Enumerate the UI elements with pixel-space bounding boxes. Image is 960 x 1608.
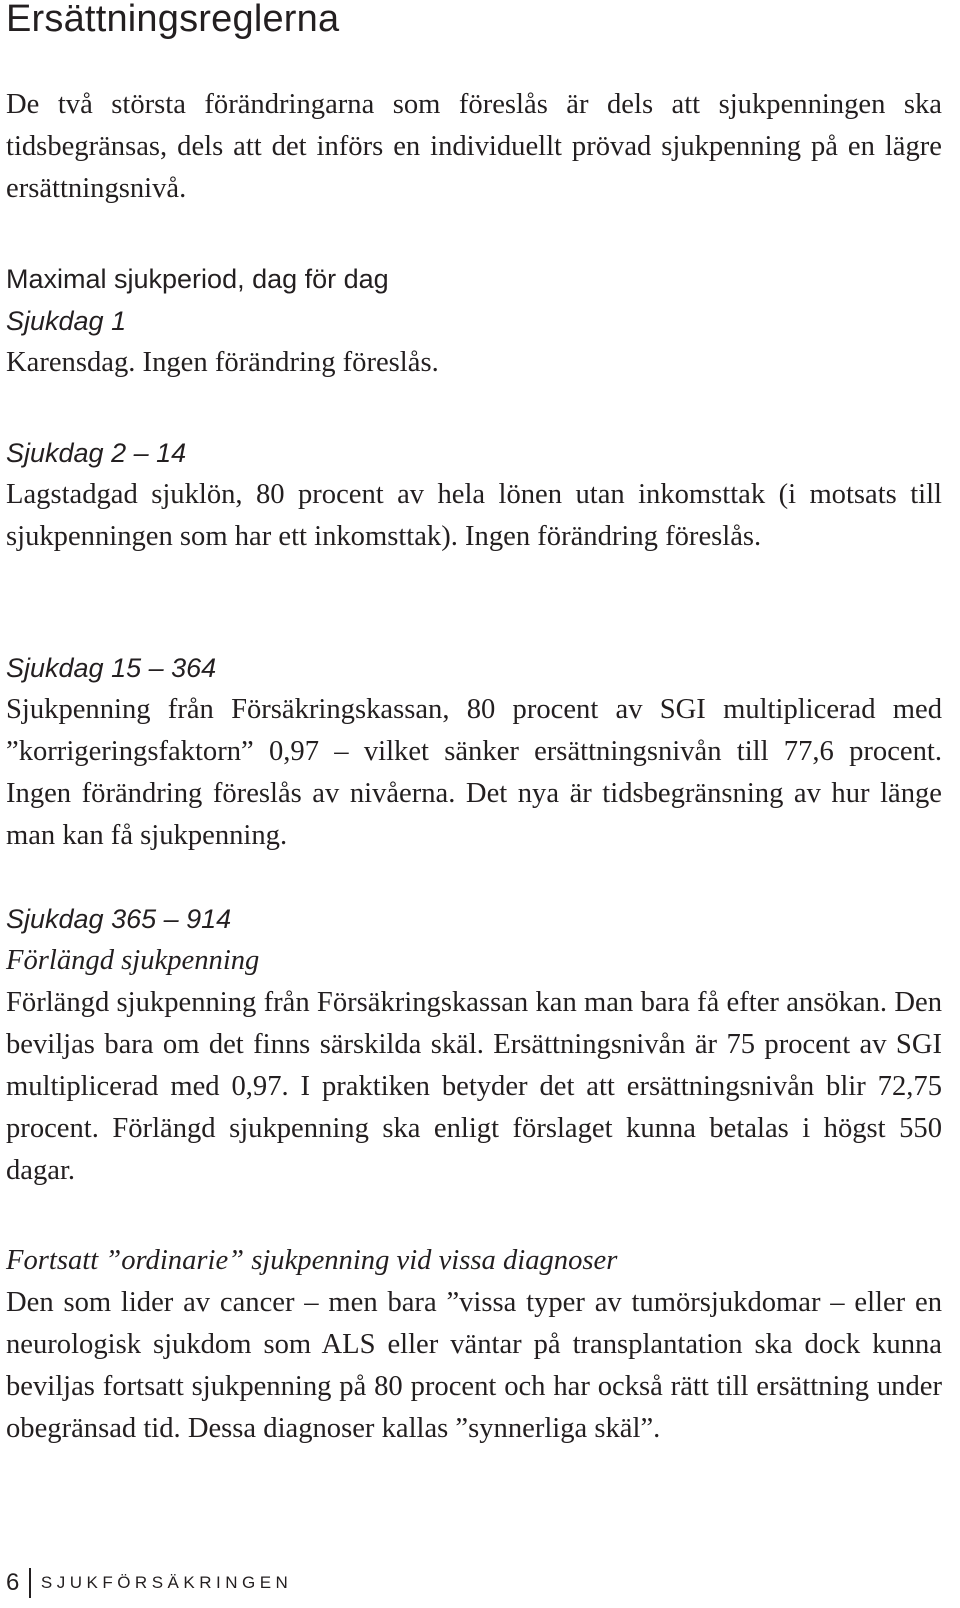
publication-name: SJUKFÖRSÄKRINGEN bbox=[40, 1573, 293, 1592]
page-footer bbox=[6, 1568, 292, 1598]
period-label: Sjukdag 365 – 914 bbox=[6, 904, 232, 934]
section-day-365-914 bbox=[6, 898, 942, 1192]
footer-divider bbox=[29, 1568, 31, 1598]
page-title: Ersättningsreglerna bbox=[6, 0, 340, 40]
section-text: Lagstadgad sjuklön, 80 procent av hela lönen utan inkomsttak (i motsats till sjukpenningen som har ett inkomsttak). Ingen förändring föreslås. bbox=[6, 479, 942, 552]
subheading: Förlängd sjukpenning bbox=[6, 945, 260, 976]
period-label: Sjukdag 15 – 364 bbox=[6, 653, 217, 683]
section-heading: Maximal sjukperiod, dag för dag bbox=[6, 264, 389, 294]
section-day-15-364 bbox=[6, 647, 942, 857]
intro-block bbox=[6, 84, 942, 210]
section-text: Karensdag. Ingen förändring föreslås. bbox=[6, 347, 439, 378]
page-number: 6 bbox=[6, 1569, 20, 1596]
section-day-2-14 bbox=[6, 432, 942, 558]
period-label: Sjukdag 1 bbox=[6, 306, 127, 336]
section-day-1 bbox=[6, 258, 942, 384]
subheading: Fortsatt ”ordinarie” sjukpenning vid vissa diagnoser bbox=[6, 1245, 618, 1276]
section-text: Förlängd sjukpenning från Försäkringskassan kan man bara få efter ansökan. Den beviljas bara om det finns särskilda skäl. Ersättningsnivån är 75 procent av SGI multiplicerad med 0,97. I praktiken betyder det att ersättningsnivån blir 72,75 procent. Förlängd sjukpenning ska enligt förslaget kunna betalas i högst 550 dagar. bbox=[6, 987, 942, 1186]
section-special-diagnoses bbox=[6, 1240, 942, 1450]
section-text: Den som lider av cancer – men bara ”vissa typer av tumörsjukdomar – eller en neurologisk sjukdom som ALS eller väntar på transplantation ska dock kunna beviljas fortsatt sjukpenning på 80 procent och har också rätt till ersättning under obegränsad tid. Dessa diagnoser kallas ”synnerliga skäl”. bbox=[6, 1287, 942, 1444]
intro-paragraph: De två största förändringarna som föreslås är dels att sjukpenningen ska tidsbegränsas, dels att det införs en individuellt prövad sjukpenning på en lägre ersättningsnivå. bbox=[6, 89, 942, 204]
section-text: Sjukpenning från Försäkringskassan, 80 procent av SGI multiplicerad med ”korrigeringsfaktorn” 0,97 – vilket sänker ersättningsnivån till 77,6 procent. Ingen förändring föreslås av nivåerna. Det nya är tidsbegränsning av hur länge man kan få sjukpenning. bbox=[6, 694, 942, 851]
period-label: Sjukdag 2 – 14 bbox=[6, 438, 187, 468]
